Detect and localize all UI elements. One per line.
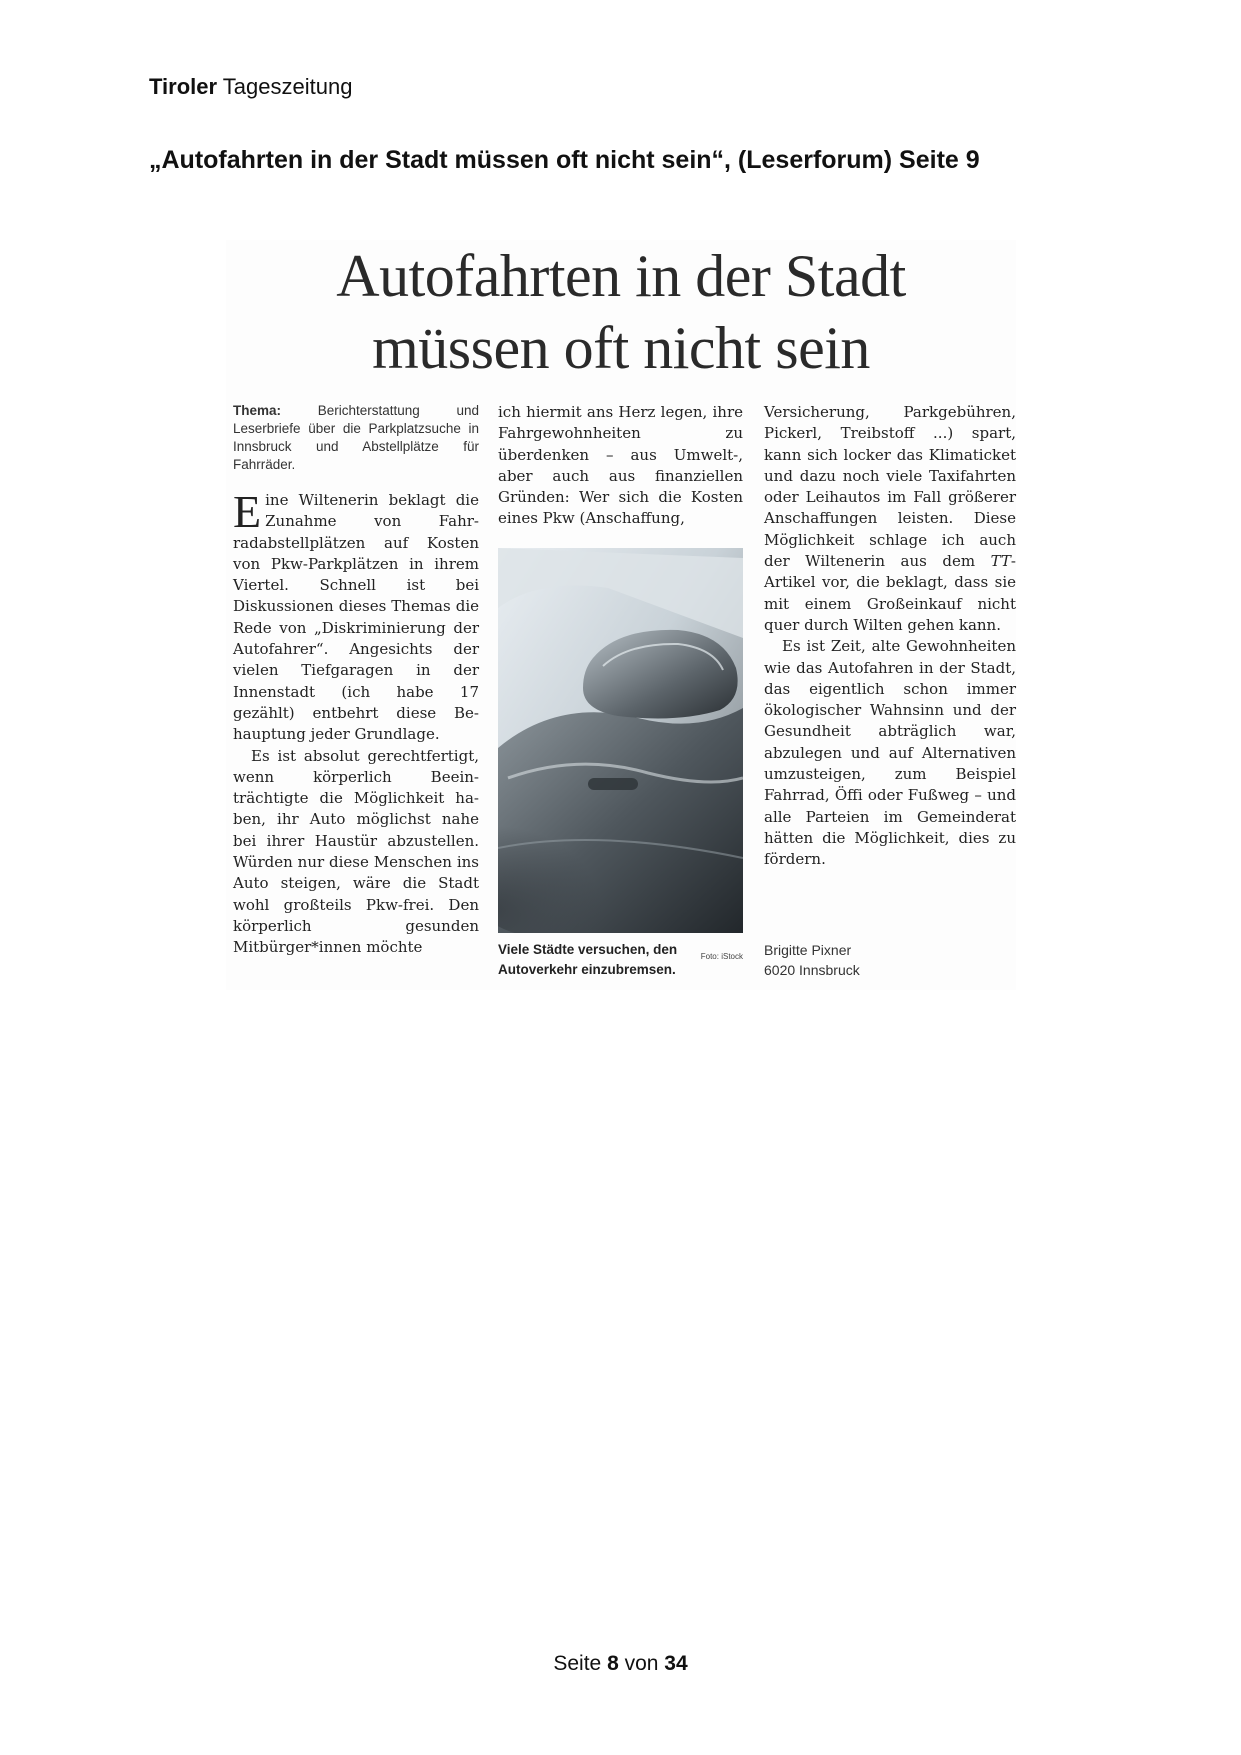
tt-abbreviation: TT	[990, 552, 1011, 571]
document-heading: „Autofahrten in der Stadt müssen oft nicht sein“, (Leserforum) Seite 9	[149, 146, 980, 174]
thema-box	[233, 402, 479, 474]
paragraph-4	[764, 402, 1016, 636]
footer-prefix: Seite	[553, 1652, 602, 1675]
paragraph-3: ich hiermit ans Herz legen, ihre Fahrgewohnheiten zu überdenken – aus Umwelt-, aber auch aus finanziellen Gründen: Wer sich die Kosten eines Pkw (Anschaffung,	[498, 403, 743, 528]
headline-line-2: müssen oft nicht sein	[372, 315, 870, 381]
article-column-3	[764, 402, 1016, 871]
author-signature	[764, 940, 860, 980]
total-page-count: 34	[664, 1652, 688, 1675]
publication-name-bold: Tiroler	[149, 74, 218, 99]
photo-credit: Foto: iStock	[700, 952, 743, 961]
author-city: 6020 Innsbruck	[764, 962, 860, 978]
thema-label: Thema:	[233, 403, 282, 418]
photo-caption	[498, 940, 743, 980]
paragraph-2: Es ist absolut gerechtfertigt, wenn körperlich Beeinträchtigte die Möglichkeit haben, ihr Auto möglichst nahe bei ihrer Haustür abzustellen. Würden nur diese Menschen ins Auto steigen, wäre die Stadt wohl großteils Pkw-frei. Den körperlich gesunden Mitbürger*innen möchte	[233, 746, 479, 957]
headline-line-1: Autofahrten in der Stadt	[336, 243, 906, 309]
publication-name	[149, 74, 352, 100]
current-page-number: 8	[607, 1652, 619, 1675]
footer-separator: von	[624, 1652, 659, 1675]
publication-name-regular: Tageszeitung	[222, 74, 353, 99]
author-name: Brigitte Pixner	[764, 942, 852, 958]
paragraph-1-text: ine Wiltenerin beklagt die Zunahme von Fahrradabstellplätzen auf Kosten von Pkw-Parkplätzen in ihrem Viertel. Schnell ist bei Diskussionen dieses Themas die Rede von „Diskriminierung der Autofahrer“. Angesichts der vielen Tiefgaragen in der Innenstadt (ich habe 17 gezählt) entbehrt diese Behauptung jeder Grundlage.	[233, 491, 479, 744]
newspaper-clipping	[226, 240, 1016, 990]
paragraph-4-text-a: Versicherung, Parkgebühren, Pickerl, Treibstoff ...) spart, kann sich locker das Klimaticket und dazu noch viele Taxifahrten oder Leihautos im Fall größerer Anschaffungen leisten. Diese Möglichkeit schlage ich auch der Wiltenerin aus dem	[764, 403, 1016, 571]
article-headline	[226, 240, 1016, 384]
caption-text: Viele Städte versuchen, den Autoverkehr einzubremsen.	[498, 942, 678, 977]
article-column-1	[233, 402, 479, 959]
paragraph-4-text-b: -Artikel vor, die beklagt, dass sie mit einem Großeinkauf nicht quer durch Wilten gehen kann.	[764, 552, 1016, 634]
paragraph-5: Es ist Zeit, alte Gewohnheiten wie das Autofahren in der Stadt, das eigentlich schon immer ökologischer Wahnsinn und der Gesundheit abträglich war, abzulegen und auf Alternativen umzusteigen, zum Beispiel Fahrrad, Öffi oder Fußweg – und alle Parteien im Gemeinderat hätten die Möglichkeit, dies zu fördern.	[764, 637, 1016, 869]
car-mirror-photo	[498, 548, 743, 933]
paragraph-1	[233, 486, 479, 746]
car-mirror-illustration	[498, 548, 743, 933]
thema-text: Berichterstattung und Leserbriefe über die Parkplatzsuche in Innsbruck und Abstellplätze für Fahrräder.	[233, 403, 479, 472]
article-column-2	[498, 402, 743, 530]
page-footer	[0, 1652, 1241, 1676]
drop-cap: E	[233, 486, 262, 537]
